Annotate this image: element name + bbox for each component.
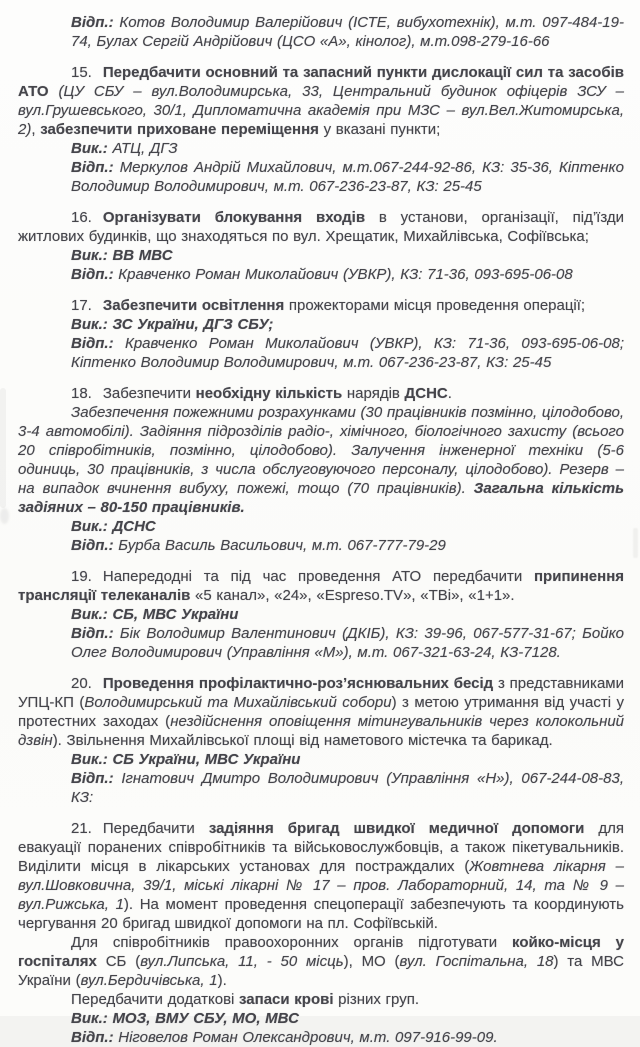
- text-run: Загальна кількість задіяних – 80-150 працівників.: [18, 480, 625, 516]
- responsible-line: [71, 334, 624, 372]
- paragraph: [18, 63, 624, 139]
- text-run: «5 канал», «24», «Espreso.TV», «ТВі», «1+1».: [195, 587, 515, 604]
- text-run: Для співробітників правоохоронних органів підготувати: [71, 934, 513, 951]
- text-run: Вик.:: [71, 316, 113, 333]
- text-run: Відп.:: [71, 14, 120, 31]
- scan-smudge: [0, 508, 9, 524]
- text-run: припинення трансляції телеканалів: [18, 568, 624, 604]
- responsible-line: [71, 13, 624, 51]
- text-run: ) з метою утримання від участі у протестних заходах (: [18, 694, 624, 730]
- executor-line: [71, 139, 624, 158]
- text-run: Передбачити: [102, 820, 209, 837]
- text-run: для евакуації поранених співробітників та військовослужбовців, а також пікетувальників. Виділити місця в лікарських установах для постраждалих (: [18, 820, 624, 875]
- text-run: Бурба Василь Васильович, м.т. 067-777-79-29: [118, 537, 446, 554]
- text-run: Відп.:: [71, 159, 120, 176]
- paragraph: [18, 384, 624, 403]
- text-run: СБ (: [105, 953, 141, 970]
- text-run: ).: [217, 972, 227, 989]
- item-number: 19.: [71, 568, 92, 585]
- item-19: [18, 567, 624, 662]
- executor-line: [71, 1009, 624, 1028]
- text-run: ДСНС: [404, 385, 448, 402]
- text-run: СБ України, МВС України: [112, 751, 301, 768]
- text-run: Бік Володимир Валентинович (ДКІБ), КЗ: 39-96, 067-577-31-67; Бойко Олег Володимирович (Управління «М»), м.т. 067-321-63-24, КЗ-7128.: [71, 625, 625, 661]
- text-run: ). На момент проведення спецоперації забезпечують та координують чергування 20 бригад швидкої допомоги на пл. Софіївській.: [18, 896, 624, 932]
- item-21: [18, 819, 624, 1047]
- text-run: нездійснення оповіщення мітингувальників через колокольний дзвін: [18, 713, 625, 749]
- item-number: 15.: [71, 64, 92, 81]
- paragraph: [18, 674, 624, 750]
- paragraph: [18, 819, 624, 933]
- item-15: [18, 63, 624, 196]
- text-run: Вик.:: [71, 140, 113, 157]
- text-run: Забезпечити: [102, 385, 196, 402]
- executor-line: [71, 315, 624, 334]
- text-run: вул. Госпітальна, 18: [399, 953, 554, 970]
- text-run: необхідну кількість: [195, 385, 347, 402]
- text-run: .: [447, 385, 452, 402]
- text-run: Відп.:: [71, 537, 119, 554]
- text-run: з представниками УПЦ-КП (: [18, 675, 624, 711]
- text-run: Відп.:: [71, 770, 122, 787]
- text-run: у вказані пункти;: [318, 121, 441, 138]
- text-run: Передбачити додаткові: [71, 991, 240, 1008]
- executor-line: [71, 750, 624, 769]
- text-run: Відп.:: [71, 266, 119, 283]
- text-run: Забезпечити освітлення: [102, 297, 289, 314]
- text-run: (ЦУ СБУ – вул.Володимирська, 33, Центральний будинок офіцерів ЗСУ – вул.Грушевського, 30/1, Дипломатична академія при МЗС – вул.Вел.Житомирська, 2): [18, 83, 625, 138]
- text-run: Відп.:: [71, 625, 120, 642]
- text-run: Вик.:: [71, 606, 113, 623]
- document-body: [18, 13, 624, 1047]
- text-run: ) та МВС України (: [18, 953, 624, 989]
- text-run: Вик.:: [71, 751, 113, 768]
- text-run: Організувати блокування входів: [102, 209, 379, 226]
- paragraph: [18, 567, 624, 605]
- executor-line: [71, 605, 624, 624]
- executor-line: [71, 517, 624, 536]
- text-run: ,: [31, 121, 41, 138]
- responsible-line: [71, 265, 624, 284]
- text-run: Ніговелов Роман Олександрович, м.т. 097-916-99-09.: [118, 1029, 498, 1046]
- item-number: 20.: [71, 675, 92, 692]
- item-16: [18, 208, 624, 284]
- text-run: забезпечити приховане переміщення: [40, 121, 319, 138]
- item-number: 21.: [71, 820, 92, 837]
- text-run: Вик.:: [71, 247, 113, 264]
- executor-line: [71, 246, 624, 265]
- responsible-line: [71, 1028, 624, 1047]
- text-run: в установи, організації, під’їзди житлових будинків, що знаходяться по вул. Хрещатик, Михайлівська, Софіївська;: [18, 209, 625, 245]
- text-run: Вик.:: [71, 518, 113, 535]
- text-run: Кравченко Роман Миколайович (УВКР), КЗ: 71-36, 093-695-06-08; Кіптенко Володимир Володимирович, м.т. 067-236-23-87, КЗ: 25-45: [71, 335, 624, 371]
- text-run: Відп.:: [71, 1029, 119, 1046]
- text-run: СБ, МВС України: [112, 606, 239, 623]
- paragraph: [18, 403, 624, 517]
- text-run: Передбачити основний та запасний пункти дислокації сил та засобів АТО: [18, 64, 624, 100]
- text-run: запаси крові: [239, 991, 339, 1008]
- text-run: АТЦ, ДГЗ: [112, 140, 178, 157]
- responsible-line: [71, 624, 624, 662]
- text-run: Забезпечення пожежними розрахунками (30 працівників позмінно, цілодобово, 3-4 автомобілі). Задіяння підрозділів радіо-, хімічного, біологічного захисту (всього 20 співробітників, позмінно, цілодобово). Залучення інженерної техніки (5-6 одиниць, 30 працівників, з числа обслуговуючого персоналу, цілодобово). Резерв – на випадок вчинення вибуху, пожежі, тощо (70 працівників).: [18, 404, 624, 497]
- text-run: Відп.:: [71, 335, 125, 352]
- text-run: койко-місця у госпіталях: [18, 934, 624, 970]
- item-number: 17.: [71, 297, 92, 314]
- item-18: [18, 384, 624, 555]
- text-run: різних груп.: [338, 991, 419, 1008]
- scan-smudge: [0, 388, 6, 508]
- text-run: Жовтнева лікарня – вул.Шовковична, 39/1, міські лікарні № 17 – пров. Лабораторний, 14, та № 9 – вул.Рижська, 1: [18, 858, 624, 913]
- text-run: ), МО (: [343, 953, 400, 970]
- item-20: [18, 674, 624, 807]
- responsible-line: [71, 158, 624, 196]
- text-run: Проведення профілактично-роз’яснювальних бесід: [102, 675, 498, 692]
- text-run: ЗС України, ДГЗ СБУ;: [112, 316, 274, 333]
- text-run: ВВ МВС: [112, 247, 173, 264]
- paragraph: [18, 990, 624, 1009]
- text-run: Напередодні та під час проведення АТО передбачити: [102, 568, 534, 585]
- text-run: вул.Липська, 11, - 50 місць: [140, 953, 344, 970]
- text-run: МОЗ, ВМУ СБУ, МО, МВС: [112, 1010, 299, 1027]
- text-run: вул.Бердичівська, 1: [80, 972, 218, 989]
- text-run: Меркулов Андрій Михайлович, м.т.067-244-92-86, КЗ: 35-36, Кіптенко Володимир Володимирович, м.т. 067-236-23-87, КЗ: 25-45: [71, 159, 624, 195]
- text-run: Володимирський та Михайлівський собори: [84, 694, 392, 711]
- text-run: нарядів: [346, 385, 405, 402]
- responsible-line: [71, 536, 624, 555]
- text-run: задіяння бригад швидкої медичної допомоги: [208, 820, 599, 837]
- text-run: ДСНС: [112, 518, 156, 535]
- responsible-note-carryover: [18, 13, 624, 51]
- text-run: Кравченко Роман Миколайович (УВКР), КЗ: 71-36, 093-695-06-08: [118, 266, 573, 283]
- text-run: Котов Володимир Валерійович (ІСТЕ, вибухотехнік), м.т. 097-484-19-74, Булах Сергій Андрійович (ЦСО «А», кінолог), м.т.098-279-16-66: [71, 14, 624, 50]
- paragraph: [18, 208, 624, 246]
- text-run: ). Звільнення Михайлівської площі від наметового містечка та барикад.: [52, 732, 553, 749]
- responsible-line: [71, 769, 624, 807]
- text-run: Вик.:: [71, 1010, 113, 1027]
- item-17: [18, 296, 624, 372]
- text-run: прожекторами місця проведення операції;: [288, 297, 586, 314]
- item-number: 18.: [71, 385, 92, 402]
- item-number: 16.: [71, 209, 92, 226]
- paragraph: [18, 296, 624, 315]
- text-run: Ігнатович Дмитро Володимирович (Управління «Н»), 067-244-08-83, КЗ:: [71, 770, 624, 806]
- paragraph: [18, 933, 624, 990]
- scan-smudge: [633, 528, 638, 558]
